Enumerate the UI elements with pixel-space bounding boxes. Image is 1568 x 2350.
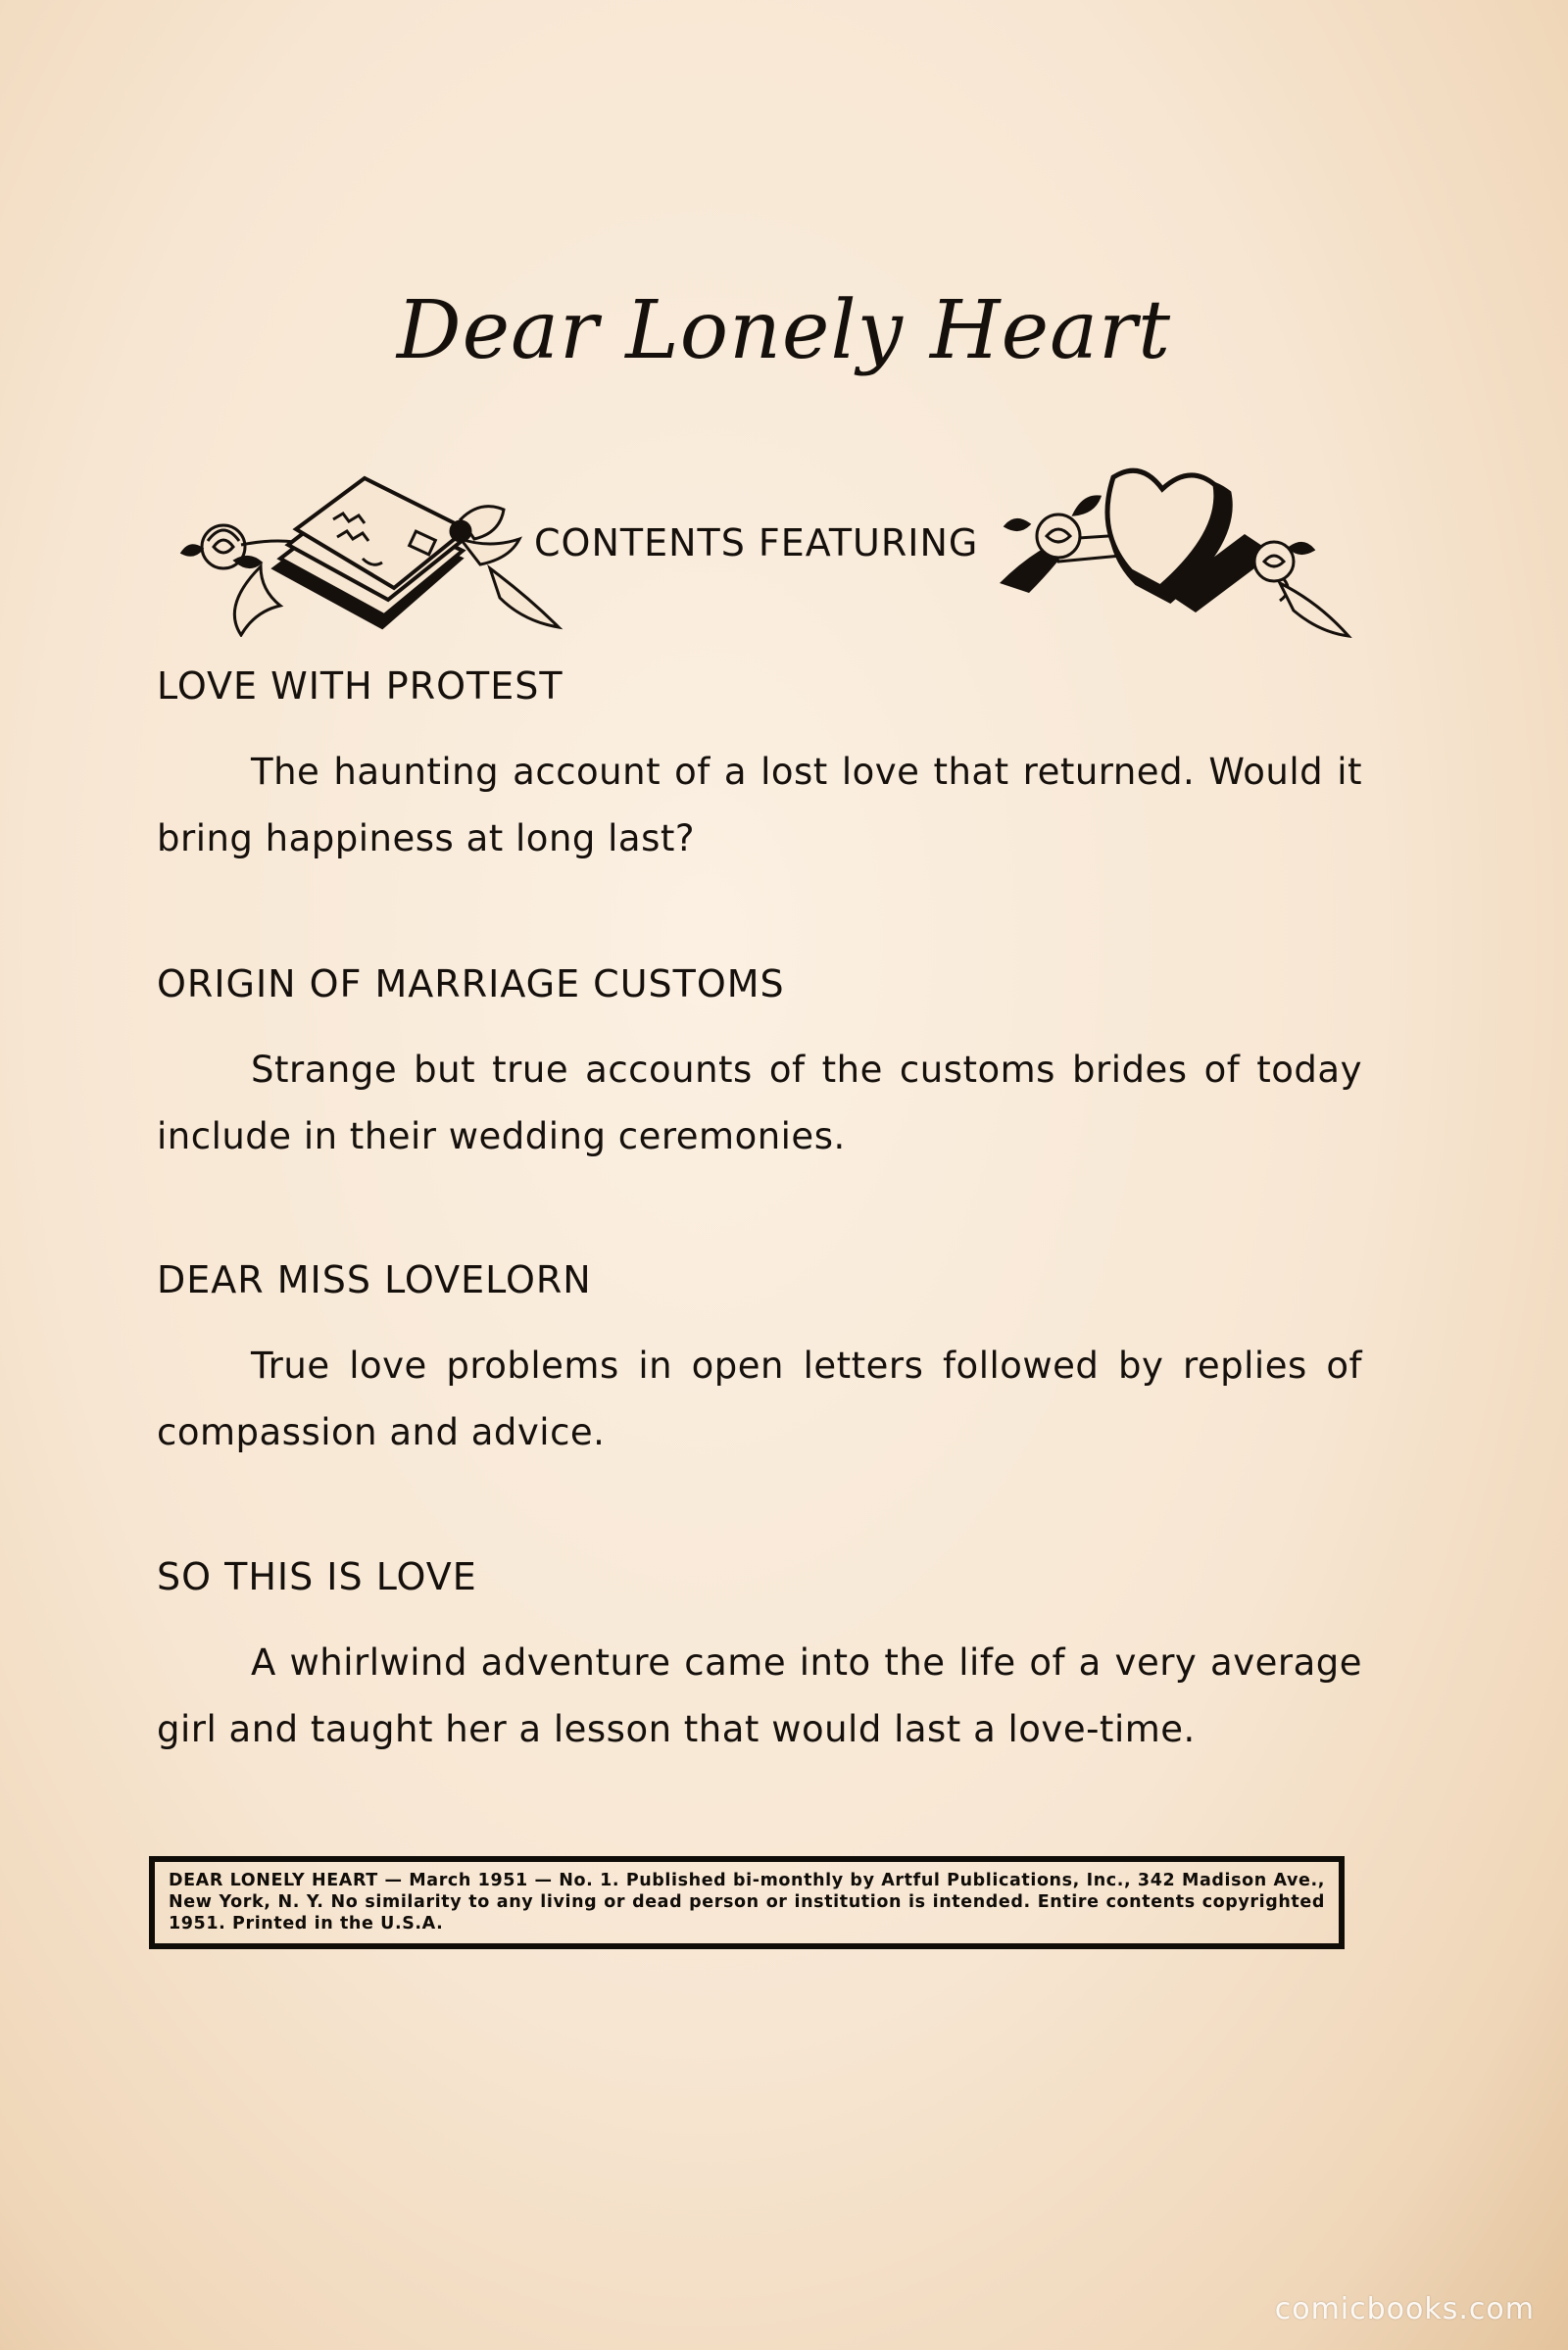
imprint-text: DEAR LONELY HEART — March 1951 — No. 1. Published bi-monthly by Artful Publications, Inc., 342 Madison Ave., New York, N. Y. No similarity to any living or dead person or institution is intended. Entire contents copyrighted 1951. Printed in the U.S.A.	[169, 1871, 1325, 1934]
entry-heading: DEAR MISS LOVELORN	[157, 1258, 592, 1301]
watermark: comicbooks.com	[1274, 2292, 1535, 2326]
entry-heading: ORIGIN OF MARRIAGE CUSTOMS	[157, 962, 785, 1005]
letters-and-rose-icon	[167, 451, 568, 637]
contents-entry	[157, 664, 1362, 872]
entry-description: True love problems in open letters followed by replies of compassion and advice.	[157, 1345, 1362, 1453]
contents-featuring-label: CONTENTS FEATURING	[534, 521, 979, 564]
entry-description: The haunting account of a lost love that returned. Would it bring happiness at long last?	[157, 751, 1362, 859]
page-title: Dear Lonely Heart	[396, 284, 1172, 377]
contents-entry	[157, 1555, 1362, 1763]
contents-entry	[157, 962, 1362, 1170]
publication-imprint-box	[149, 1856, 1345, 1949]
entry-description: A whirlwind adventure came into the life of a very average girl and taught her a lesson that would last a love-time.	[157, 1641, 1362, 1750]
contents-entry	[157, 1258, 1362, 1466]
entry-description: Strange but true accounts of the customs brides of today include in their wedding ceremonies.	[157, 1049, 1362, 1157]
heart-and-roses-icon	[990, 446, 1362, 642]
entry-heading: SO THIS IS LOVE	[157, 1555, 477, 1598]
entry-heading: LOVE WITH PROTEST	[157, 664, 564, 708]
